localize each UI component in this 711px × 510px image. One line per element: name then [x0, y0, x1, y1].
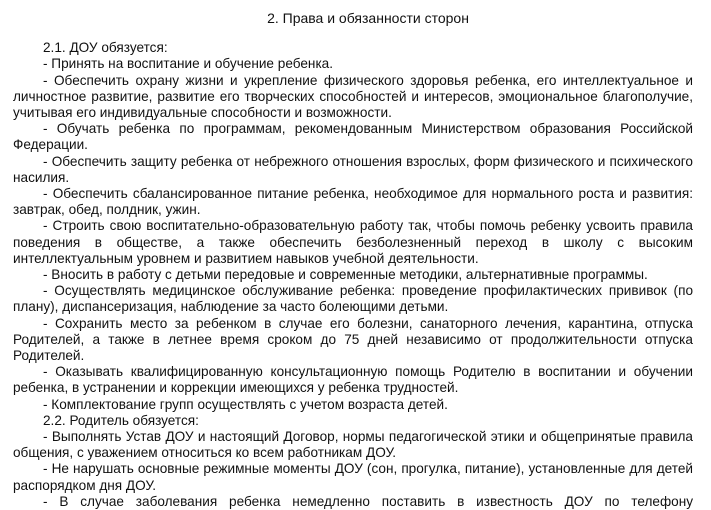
section-title: 2. Права и обязанности сторон	[267, 10, 469, 26]
subsection-heading-2-1: 2.1. ДОУ обязуется:	[43, 40, 168, 56]
list-item: - Комплектование групп осуществлять с учетом возраста детей.	[43, 396, 448, 412]
list-item: - Вносить в работу с детьми передовые и современные методики, альтернативные программы.	[43, 267, 648, 283]
list-item: - Осуществлять медицинское обслуживание ребенка: проведение профилактических прививок (по плану), диспансеризация, наблюдение за часто болеющими детьми.	[13, 283, 693, 315]
list-item: - Обеспечить защиту ребенка от небрежного отношения взрослых, форм физического и психического насилия.	[13, 153, 693, 185]
list-item: - Не нарушать основные режимные моменты ДОУ (сон, прогулка, питание), установленные для детей распорядком дня ДОУ.	[13, 461, 693, 493]
subsection-heading-2-2: 2.2. Родитель обязуется:	[43, 412, 199, 428]
list-item: - Обеспечить сбалансированное питание ребенка, необходимое для нормального роста и развития: завтрак, обед, полдник, ужин.	[13, 186, 693, 218]
list-item: - Обучать ребенка по программам, рекомендованным Министерством образования Российской Федерации.	[13, 121, 693, 153]
list-item: - Сохранить место за ребенком в случае его болезни, санаторного лечения, карантина, отпуска Родителей, а также в летнее время сроком до 75 дней независимо от продолжительности отпуска Родителей.	[13, 315, 693, 364]
list-item: - Строить свою воспитательно-образовательную работу так, чтобы помочь ребенку усвоить правила поведения в обществе, а также обеспечить безболезненный переход в школу с высоким интеллектуальным уровнем и развитием навыков учебной деятельности.	[13, 218, 693, 266]
list-item: - Принять на воспитание и обучение ребенка.	[43, 56, 334, 72]
list-item: - Оказывать квалифицированную консультационную помощь Родителю в воспитании и обучении ребенка, в устранении и коррекции имеющихся у ребенка трудностей.	[13, 364, 693, 396]
list-item: - В случае заболевания ребенка немедленно поставить в известность ДОУ по телефону	[43, 493, 693, 509]
list-item: - Обеспечить охрану жизни и укрепление физического здоровья ребенка, его интеллектуальное и личностное развитие, развитие его творческих способностей и интересов, эмоциональное благополучие, учитывая его индивидуальные способности и возможности.	[13, 72, 693, 121]
list-item: - Выполнять Устав ДОУ и настоящий Договор, нормы педагогической этики и общепринятые правила общения, с уважением относиться ко всем работникам ДОУ.	[13, 429, 693, 461]
